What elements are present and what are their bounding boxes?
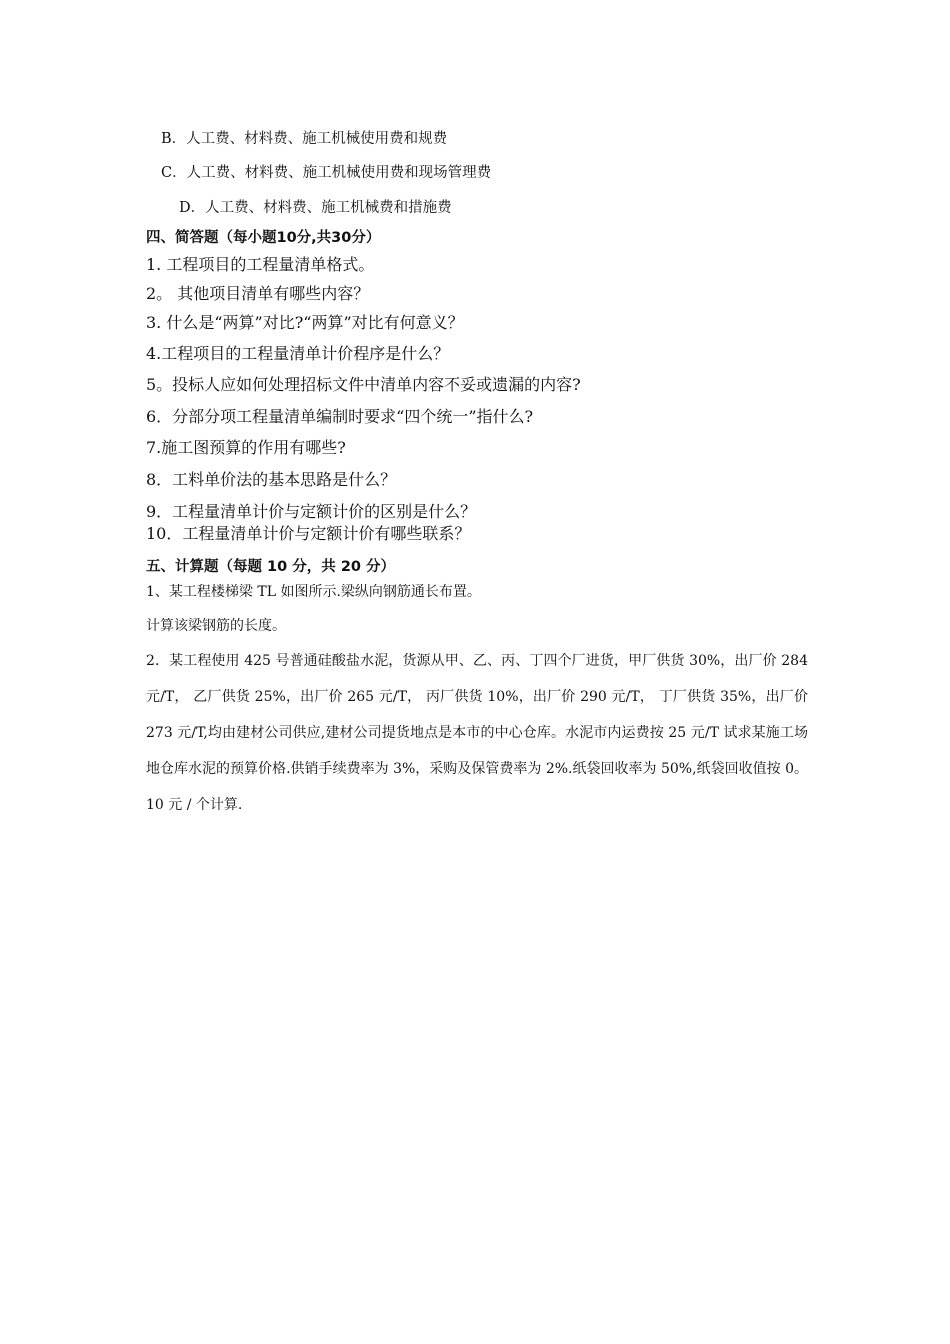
- calc-question-1-task: 计算该梁钢筋的长度。: [146, 618, 286, 634]
- question-item: 9．工程量清单计价与定额计价的区别是什么？: [146, 502, 477, 521]
- question-item: 7.施工图预算的作用有哪些?: [146, 438, 346, 457]
- question-item: 3. 什么是“两算”对比?“两算”对比有何意义？: [146, 313, 464, 332]
- question-item: 1. 工程项目的工程量清单格式。: [146, 255, 375, 274]
- section-5-heading: 五、计算题（每题 10 分，共 20 分）: [146, 559, 396, 575]
- option-c: C．人工费、材料费、施工机械使用费和现场管理费: [161, 165, 492, 181]
- question-item: 6．分部分项工程量清单编制时要求“四个统一”指什么?: [146, 407, 534, 426]
- option-d: D．人工费、材料费、施工机械费和措施费: [179, 200, 452, 216]
- question-item: 4.工程项目的工程量清单计价程序是什么？: [146, 344, 450, 363]
- calc-question-1: 1、某工程楼梯梁 TL 如图所示.梁纵向钢筋通长布置。: [146, 584, 481, 600]
- calc-question-2: 2．某工程使用 425 号普通硅酸盐水泥，货源从甲、乙、丙、丁四个厂进货，甲厂供货 30%，出厂价 284 元/T， 乙厂供货 25%，出厂价 265 元/T， 丙厂供货 10%，出厂价 290 元/T， 丁厂供货 35%，出厂价 273 元/T,均由建材公司供应,建材公司提货地点是本市的中心仓库。水泥市内运费按 25 元/T 试求某施工场地仓库水泥的预算价格.供销手续费率为 3%，采购及保管费率为 2%.纸袋回收率为 50%,纸袋回收值按 0。10 元 / 个计算.: [146, 653, 808, 813]
- question-item: 10．工程量清单计价与定额计价有哪些联系？: [146, 524, 471, 543]
- question-item: 8．工料单价法的基本思路是什么？: [146, 470, 397, 489]
- question-item: 2。 其他项目清单有哪些内容？: [146, 284, 370, 303]
- option-b: B．人工费、材料费、施工机械使用费和规费: [161, 131, 448, 147]
- question-item: 5。投标人应如何处理招标文件中清单内容不妥或遗漏的内容?: [146, 375, 581, 394]
- section-4-heading: 四、简答题（每小题10分,共30分）: [146, 230, 381, 246]
